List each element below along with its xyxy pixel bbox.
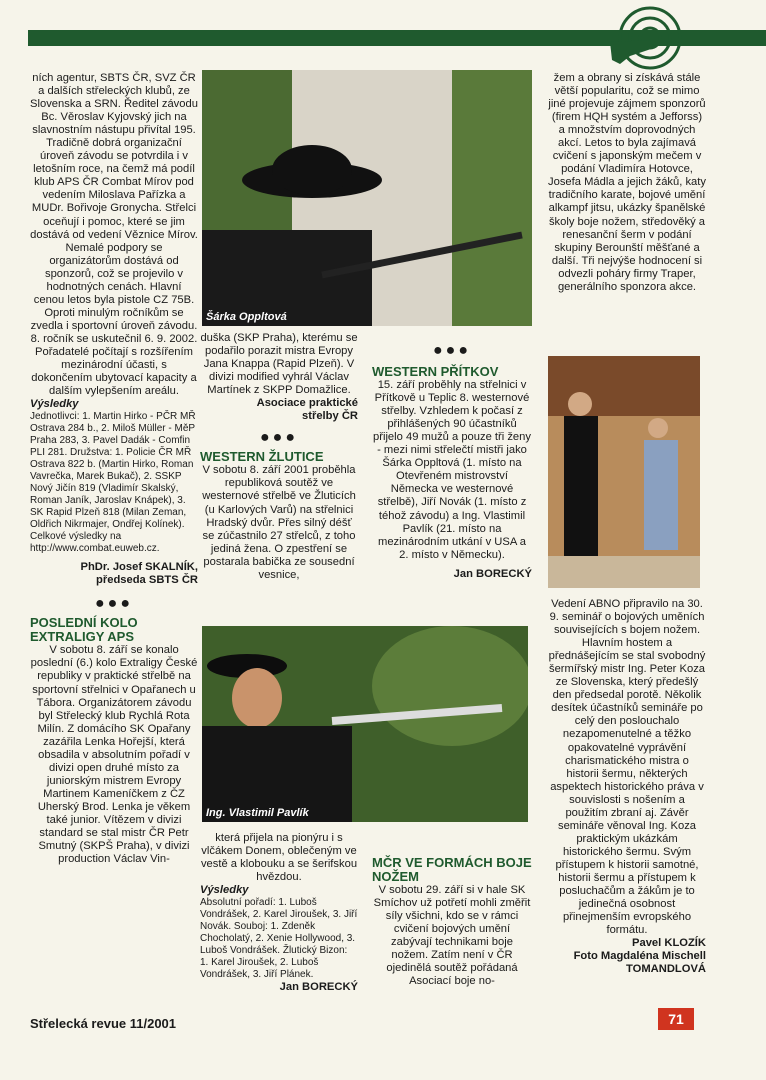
column-1	[30, 72, 198, 866]
article-paragraph: která přijela na pionýru i s vlčákem Donem, oblečeným ve vestě a klobouku a se šerifskou hvězdou.	[200, 832, 358, 884]
results-label: Výsledky	[200, 884, 249, 897]
results-text: Jednotlivci: 1. Martin Hirko - PČR MŘ Ostrava 284 b., 2. Miloš Müller - MěP Praha 283, 3. Pavel Dadák - Comfin PLI 281. Družstva: 1. Policie ČR MŘ Ostrava 822 b. (Martin Hirko, Roman Vavrečka, Marek Bukač), 2. SSKP Nový Jičín 819 (Vladimír Skalský, Roman Janík, Jaroslav Knápek), 3. SK Rapid Plzeň 818 (Milan Zeman, Oldřich Nikrmajer, Ondřej Kolínek). Celkové výsledky na http://www.combat.euweb.cz.	[30, 411, 196, 555]
photo-credit-name: TOMANDLOVÁ	[626, 963, 706, 976]
column-3-bottom	[372, 856, 532, 988]
article-paragraph: Vedení ABNO připravilo na 30. 9. seminář o bojových uměních souvisejících s bojem nožem. Hlavním hostem a přednášejícím se stal svobodný šermířský mistr Ing. Peter Koza ze Slovenska, který předešlý den předsedal porotě. Několik desítek účastníků semináře po celý den poslouchalo nezapomenutelné a těžko opakovatelné vyprávění charismatického mistra o historii šermu, některých aspektech historického práva v souvislosti s nošením a použitím zbraní aj. Závěr semináře věnoval Ing. Koza praktickým ukázkám historického šermu. Svým přístupem k historii samotné, historii šermu a přístupem k posluchačům a žákům je to jedinečná osobnost přinejmenším evropského formátu.	[548, 598, 706, 937]
photo-credit: Foto Magdaléna Mischell	[573, 950, 706, 963]
column-4-bottom	[548, 598, 706, 976]
photo-knife-fight	[548, 356, 700, 588]
author-role: předseda SBTS ČR	[96, 574, 198, 587]
author-signature: Jan BORECKÝ	[279, 981, 358, 994]
article-paragraph: V sobotu 8. září 2001 proběhla republiková soutěž ve westernové střelbě ve Žluticích (u Karlových Varů) na střelnici Hradský dvůr. Přes silný déšť se zúčastnilo 27 střelců, z toho jediná žena. O zpestření se postarala babička ze sousední vesnice,	[202, 464, 356, 581]
article-paragraph: duška (SKP Praha), kterému se podařilo porazit mistra Evropy Jana Knappa (Rapid Plzeň). V divizi modified vyhrál Václav Martínek z SKPP Domažlice.	[200, 332, 358, 397]
author-signature: PhDr. Josef SKALNÍK,	[80, 561, 198, 574]
article-paragraph: 15. září proběhly na střelnici v Přítkově u Teplic 8. westernové střelby. Vzhledem k počasí z přihlášených 90 účastníků přijelo 49 mužů a pouze tři ženy - mezi nimi střelečtí mistři jako Šárka Oppltová (1. místo na Otevřeném mistrovství Německa ve westernové střelbě), Jiří Novák (1. místo z téhož závodu) a Ing. Vlastimil Pavlík (21. místo na mezinárodním utkání v USA a 2. místo v Německu).	[373, 379, 531, 561]
shooter-woman-image	[202, 70, 532, 326]
magazine-footer: Střelecká revue 11/2001	[30, 1016, 177, 1031]
photo-caption: Ing. Vlastimil Pavlík	[206, 807, 309, 819]
section-heading: POSLEDNÍ KOLO EXTRALIGY APS	[30, 615, 138, 645]
knife-fighters-image	[548, 356, 700, 588]
shooter-target-logo-icon	[590, 0, 710, 70]
separator-dots: ●●●	[433, 342, 471, 359]
author-signature: Pavel KLOZÍK	[632, 937, 706, 950]
photo-caption: Šárka Oppltová	[206, 311, 287, 323]
article-paragraph: žem a obrany si získává stále větší popularitu, což se mimo jiné projevuje zájmem sponzorů (firem HQH systém a Jefforss) a množstvím doprovodných akcí. Letos to byla zajímavá cvičení s japonským mečem v podání Vladimíra Hotovce, Josefa Mádla a jejich žáků, katy tradičního karate, bojové umění alkampf jitsu, ukázky španělské školy boje nožem, středověký a renesanční šerm v podání skupiny Berounští měšťané a další. Tři nejvýše hodnocení si odvezli poháry firmy Traper, generálního sponzora akce.	[548, 72, 706, 293]
section-heading: WESTERN PŘÍTKOV	[372, 364, 499, 380]
results-text: Absolutní pořadí: 1. Luboš Vondrášek, 2. Karel Jiroušek, 3. Jiří Novák. Souboj: 1. Zdeněk Chocholatý, 2. Xenie Hollywood, 3. Luboš Vondrášek. Žlutický Bizon: 1. Karel Jiroušek, 2. Luboš Vondrášek, 3. Jiří Plánek.	[200, 897, 358, 981]
article-paragraph: Tradičně dobrá organizační úroveň závodu se potvrdila i v letošním roce, na čemž má podíl klub APS ČR Combat Mírov pod vedením Miloslava Pařízka a MUDr. Bořivoje Gronycha. Střelci oceňují i pomoc, které se jim dostává od vedení Věznice Mírov. Nemalé podpory se organizátorům dostává od sponzorů, což se projevilo v hodnotných cenách. Hlavní cenou letos byla pistole CZ 75B. Oproti minulým ročníkům se zvedla i sportovní úroveň závodu. 8. ročník se uskutečnil 6. 9. 2002. Pořadatelé počítají s rozšířením mezinárodní účasti, s dokončením ubytovací kapacity a dalším vylepšením areálu.	[30, 137, 198, 398]
column-2-top	[200, 332, 358, 582]
column-4-top	[548, 72, 706, 294]
article-paragraph: V sobotu 29. září si v hale SK Smíchov už potřetí mohli změřit síly všichni, kdo se v rámci cvičení bojových umění zabývají technikami boje nožem. Zatím není v ČR ojedinělá soutěž pořádaná Asociací boje no-	[373, 884, 531, 988]
results-label: Výsledky	[30, 398, 79, 411]
author-signature: Asociace praktické	[256, 397, 358, 410]
column-3	[372, 344, 532, 581]
article-paragraph: ních agentur, SBTS ČR, SVZ ČR a dalších střeleckých klubů, ze Slovenska a SRN. Ředitel závodu Bc. Věroslav Kyjovský jich na slavnostním nástupu přivítal 195.	[30, 72, 198, 137]
shooter-man-image	[202, 626, 528, 822]
section-heading: MČR VE FORMÁCH BOJE NOŽEM	[372, 855, 532, 884]
section-heading: WESTERN ŽLUTICE	[200, 449, 324, 465]
author-role: střelby ČR	[302, 410, 358, 423]
separator-dots: ●●●	[95, 595, 133, 613]
photo-sarka-oppltova	[202, 70, 532, 326]
column-2-bottom	[200, 832, 358, 994]
author-signature: Jan BORECKÝ	[453, 567, 532, 580]
photo-vlastimil-pavlik	[202, 626, 528, 822]
separator-dots: ●●●	[260, 429, 298, 447]
article-paragraph: V sobotu 8. září se konalo poslední (6.) kolo Extraligy České republiky v praktické střelbě na sportovní střelnici v Opařanech u Tábora. Organizátorem závodu byl Střelecký klub Rychlá Rota Milín. Z domácího SK Opařany zazářila Lenka Hořejší, která obsadila v absolutním pořadí v divizi open druhé místo za juniorským mistrem Evropy Martinem Kameníčkem z ČZ Uherský Brod. Lenka je věkem také junior. Vítězem v divizi standard se stal mistr ČR Petr Smutný (SKPŠ Praha), v divizi production Václav Vin-	[30, 644, 198, 866]
page-number: 71	[658, 1008, 694, 1030]
